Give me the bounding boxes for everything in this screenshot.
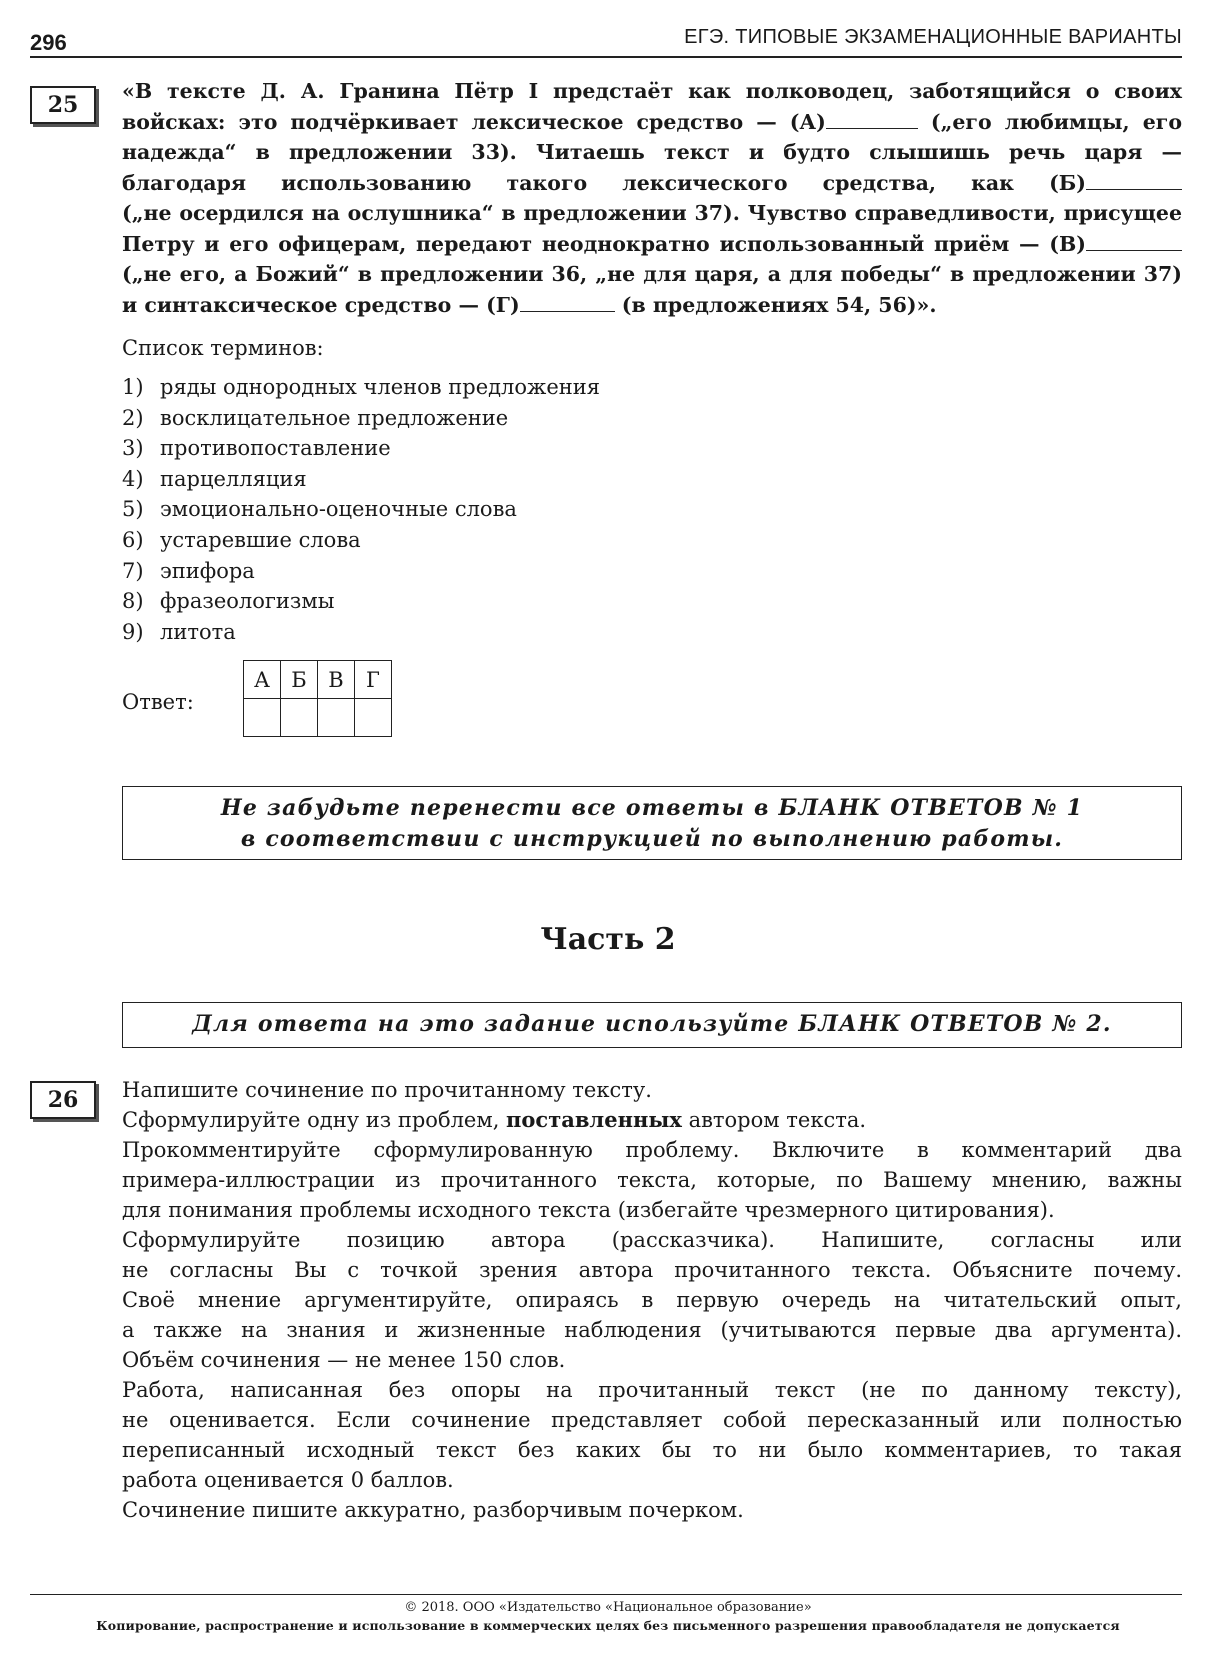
task-26-line: Напишите сочинение по прочитанному тексту. xyxy=(122,1078,652,1102)
task-26-line: Сочинение пишите аккуратно, разборчивым почерком. xyxy=(122,1498,744,1522)
term-item: 5) эмоционально-оценочные слова xyxy=(122,497,517,522)
notice-line: в соответствии с инструкцией по выполнению работы. xyxy=(240,826,1064,852)
footer-notice: Копирование, распространение и использование в коммерческих целях без письменного разрешения правообладателя не допускается xyxy=(96,1618,1120,1633)
transfer-answers-notice xyxy=(122,786,1182,860)
task-26-line: переписанный исходный текст без каких бы то ни было комментариев, то такая xyxy=(122,1438,1182,1462)
answer-header-b: Б xyxy=(281,661,318,699)
task-25-line: Петру и его офицерам, передают неоднократно использованный приём — (В) xyxy=(122,229,1182,260)
term-item: 3) противопоставление xyxy=(122,436,391,461)
answer-header-v: В xyxy=(318,661,355,699)
task-26-line: работа оценивается 0 баллов. xyxy=(122,1468,454,1492)
answer-label: Ответ: xyxy=(122,690,194,714)
terms-title: Список терминов: xyxy=(122,336,324,360)
answer-cell-b[interactable] xyxy=(281,699,318,737)
answer-grid xyxy=(243,660,392,737)
answer-header-a: А xyxy=(244,661,281,699)
blank-v xyxy=(1086,232,1182,251)
term-item: 1) ряды однородных членов предложения xyxy=(122,375,601,399)
task-26-line: Работа, написанная без опоры на прочитанный текст (не по данному тексту), xyxy=(122,1378,1182,1402)
task-25-line: („не осердился на ослушника“ в предложении 37). Чувство справедливости, присущее xyxy=(122,201,1182,225)
page-number: 296 xyxy=(30,30,67,55)
answer-cell-a[interactable] xyxy=(244,699,281,737)
task-26-line: Объём сочинения — не менее 150 слов. xyxy=(122,1348,566,1372)
footer-copyright: © 2018. ООО «Издательство «Национальное образование» xyxy=(404,1600,812,1615)
running-header: ЕГЭ. ТИПОВЫЕ ЭКЗАМЕНАЦИОННЫЕ ВАРИАНТЫ xyxy=(684,26,1182,48)
task-25-line: «В тексте Д. А. Гранина Пётр I предстаёт как полководец, заботящийся о своих xyxy=(122,79,1182,103)
blank-b xyxy=(1086,171,1182,190)
task-25-text xyxy=(122,76,1182,320)
task-26-line: а также на знания и жизненные наблюдения (учитываются первые два аргумента). xyxy=(122,1318,1182,1342)
header-divider xyxy=(30,56,1182,58)
answer-form-2-notice: Для ответа на это задание используйте БЛАНК ОТВЕТОВ № 2. xyxy=(122,1002,1182,1048)
blank-a xyxy=(826,110,918,129)
answer-cell-g[interactable] xyxy=(355,699,392,737)
task-25-line: („не его, а Божий“ в предложении 36, „не для царя, а для победы“ в предложении 37) xyxy=(122,262,1182,286)
task-26-line: Прокомментируйте сформулированную проблему. Включите в комментарий два xyxy=(122,1138,1182,1162)
notice-line: Не забудьте перенести все ответы в БЛАНК ОТВЕТОВ № 1 xyxy=(220,795,1084,821)
task-26-line: не оценивается. Если сочинение представляет собой пересказанный или полностью xyxy=(122,1408,1182,1432)
answer-cell-v[interactable] xyxy=(318,699,355,737)
blank-g xyxy=(520,293,615,312)
terms-list xyxy=(122,372,600,647)
term-item: 4) парцелляция xyxy=(122,466,307,491)
task-26-line: Сформулируйте позицию автора (рассказчика). Напишите, согласны или xyxy=(122,1228,1182,1252)
term-item: 2) восклицательное предложение xyxy=(122,405,509,430)
term-item: 6) устаревшие слова xyxy=(122,527,361,552)
task-25-line: войсках: это подчёркивает лексическое средство — (А) („его любимцы, его xyxy=(122,109,1182,134)
task-26-line: примера-иллюстрации из прочитанного текста, которые, по Вашему мнению, важны xyxy=(122,1168,1182,1192)
task-26-line: не согласны Вы с точкой зрения автора прочитанного текста. Объясните почему. xyxy=(122,1258,1182,1282)
task-number-25: 25 xyxy=(30,86,96,124)
task-25-line: и синтаксическое средство — (Г) (в предложениях 54, 56)». xyxy=(122,292,937,317)
term-item: 8) фразеологизмы xyxy=(122,589,335,614)
task-number-26: 26 xyxy=(30,1081,96,1119)
answer-header-g: Г xyxy=(355,661,392,699)
task-26-line: для понимания проблемы исходного текста (избегайте чрезмерного цитирования). xyxy=(122,1198,1055,1222)
task-26-line: Своё мнение аргументируйте, опираясь в первую очередь на читательский опыт, xyxy=(122,1288,1182,1312)
term-item: 7) эпифора xyxy=(122,558,255,583)
part-2-title: Часть 2 xyxy=(540,922,676,957)
footer-divider xyxy=(30,1594,1182,1595)
term-item: 9) литота xyxy=(122,619,236,644)
task-26-line: Сформулируйте одну из проблем, поставленных автором текста. xyxy=(122,1107,867,1132)
task-25-line: надежда“ в предложении 33). Читаешь текст и будто слышишь речь царя — xyxy=(122,140,1182,164)
task-26-text xyxy=(122,1075,1182,1525)
task-25-line: благодаря использованию такого лексического средства, как (Б) xyxy=(122,168,1182,199)
